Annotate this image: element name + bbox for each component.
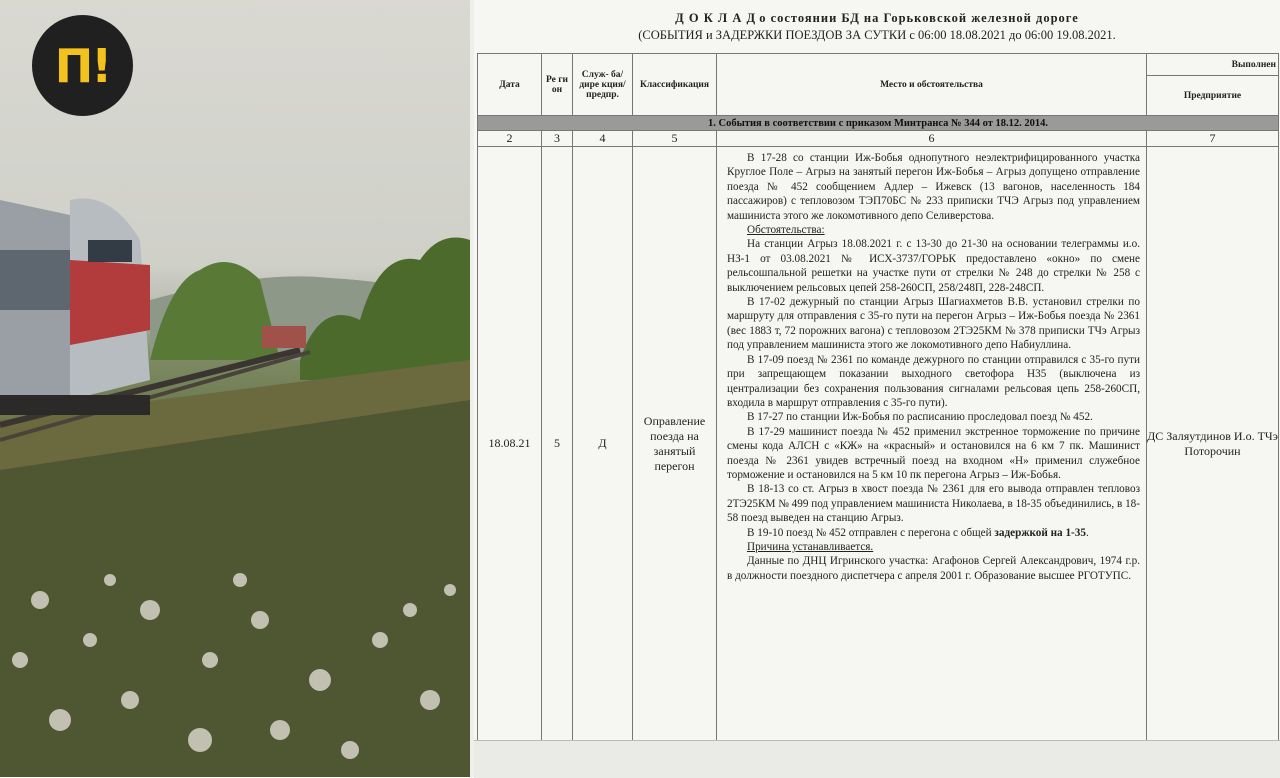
narrative-p3: В 17-02 дежурный по станции Агрыз Шагиахметов В.В. установил стрелки по маршруту для отправления с 35-го пути на перегон Агрыз – Иж-Бобья поезда № 2361 (вес 1883 т, 72 порожних вагона) с тепловозом 2ТЭ25КМ № 378 приписки ТЧэ Агрыз под управлением машиниста этого же локомотивного депо Набиуллина. xyxy=(727,296,1140,352)
train-photo xyxy=(0,0,470,777)
section-row xyxy=(478,116,1279,131)
col-num: 6 xyxy=(717,131,1147,147)
cell-date: 18.08.21 xyxy=(478,147,542,741)
report-subtitle: (СОБЫТИЯ и ЗАДЕРЖКИ ПОЕЗДОВ ЗА СУТКИ с 06:00 18.08.2021 до 06:00 19.08.2021. xyxy=(638,28,1116,42)
document-photo xyxy=(470,0,1280,777)
narrative-p6: В 17-29 машинист поезда № 452 применил экстренное торможение по причине смены кода АЛСН с «КЖ» на «красный» и остановился на 6 км 7 пк. Машинист поезда № 2361 увидев встречный поезд на входном «Н» применил служебное торможение и остановился на 5 км 10 пк перегона Агрыз – Иж-Бобья. xyxy=(727,425,1140,481)
narrative-p9: Данные по ДНЦ Игринского участка: Агафонов Сергей Александрович, 1974 г.р. в должности поездного диспетчера с апреля 2001 г. Образование высшее РГОТУПС. xyxy=(727,555,1140,582)
narrative-p7: В 18-13 со ст. Агрыз в хвост поезда № 2361 для его вывода отправлен тепловоз 2ТЭ25КМ № 499 под управлением машиниста Николаева, в 18-35 объединились, в 18-58 поезд выведен на станцию Агрыз. xyxy=(727,483,1140,525)
landscape-illustration xyxy=(0,0,470,777)
cell-circumstances xyxy=(717,147,1147,741)
col-date: Дата xyxy=(478,54,542,116)
col-region: Ре ги он xyxy=(542,54,573,116)
col-place: Место и обстоятельства xyxy=(717,54,1147,116)
cell-service: Д xyxy=(573,147,633,741)
report-table xyxy=(477,53,1279,741)
col-num: 3 xyxy=(542,131,573,147)
header-row xyxy=(478,54,1279,76)
delay-bold: задержкой на 1-35 xyxy=(994,526,1086,539)
title-bold: Д О К Л А Д xyxy=(675,11,757,25)
event-row xyxy=(478,147,1279,741)
cell-enterprise: ДС Заляутдинов И.о. ТЧэ Поторочин xyxy=(1147,147,1279,741)
logo-text: П! xyxy=(54,38,111,93)
cell-classification: Оправление поезда на занятый перегон xyxy=(633,147,717,741)
narrative-p2: На станции Агрыз 18.08.2021 г. с 13-30 до 21-30 на основании телеграммы и.о. НЗ-1 от 03.08.2021 № ИСХ-3737/ГОРЬК предоставлено «окно» по смене рельсошпальной решетки на участке пути от стрелки № 248 до стрелки № 258 с выключением рельсовых цепей 258-260СП, 258/248П, 228-248СП. xyxy=(727,238,1140,294)
column-number-row xyxy=(478,131,1279,147)
narrative-p8: В 19-10 поезд № 452 отправлен с перегона с общей задержкой на 1-35. xyxy=(747,526,1089,539)
narrative-p4: В 17-09 поезд № 2361 по команде дежурного по станции отправился с 35-го пути при запрещающем показании выходного светофора Н35 (выключена из централизации без сохранения пользования сигналами рельсовая цепь 258-260СП, входила в маршрут отправления с 35-го пути). xyxy=(727,353,1140,409)
narrative-p1: В 17-28 со станции Иж-Бобья однопутного неэлектрифицированного участка Круглое Поле – Агрыз на занятый перегон Иж-Бобья – Агрыз допущено отправление поезда № 452 сообщением Адлер – Ижевск (13 вагонов, населенность 184 пассажиров) с тепловозом ТЭП70БС № 233 приписки ТЧЭ Агрыз под управлением машиниста этого же локомотивного депо Селиверстова. xyxy=(727,152,1140,222)
section-title: 1. События в соответствии с приказом Минтранса № 344 от 18.12. 2014. xyxy=(478,116,1279,131)
col-executed: Выполнен xyxy=(1147,54,1279,76)
col-num: 4 xyxy=(573,131,633,147)
col-num: 7 xyxy=(1147,131,1279,147)
report-title xyxy=(474,11,1280,26)
col-classification: Классификация xyxy=(633,54,717,116)
narrative-p8-text: В 19-10 поезд № 452 отправлен с перегона с общей xyxy=(747,526,995,539)
col-num: 5 xyxy=(633,131,717,147)
report-page xyxy=(474,0,1280,777)
circumstances-heading: Обстоятельства: xyxy=(747,224,825,237)
title-rest: о состоянии БД на Горьковской железной дороге xyxy=(759,11,1079,25)
col-enterprise: Предприятие xyxy=(1147,76,1279,116)
cell-region: 5 xyxy=(542,147,573,741)
col-num: 2 xyxy=(478,131,542,147)
cause-heading: Причина устанавливается. xyxy=(747,540,874,553)
col-service: Служ- ба/дире кция/ предпр. xyxy=(573,54,633,116)
brand-logo xyxy=(32,15,133,116)
page-bottom-edge xyxy=(474,740,1280,778)
narrative-p5: В 17-27 по станции Иж-Бобья по расписанию проследовал поезд № 452. xyxy=(747,411,1093,424)
